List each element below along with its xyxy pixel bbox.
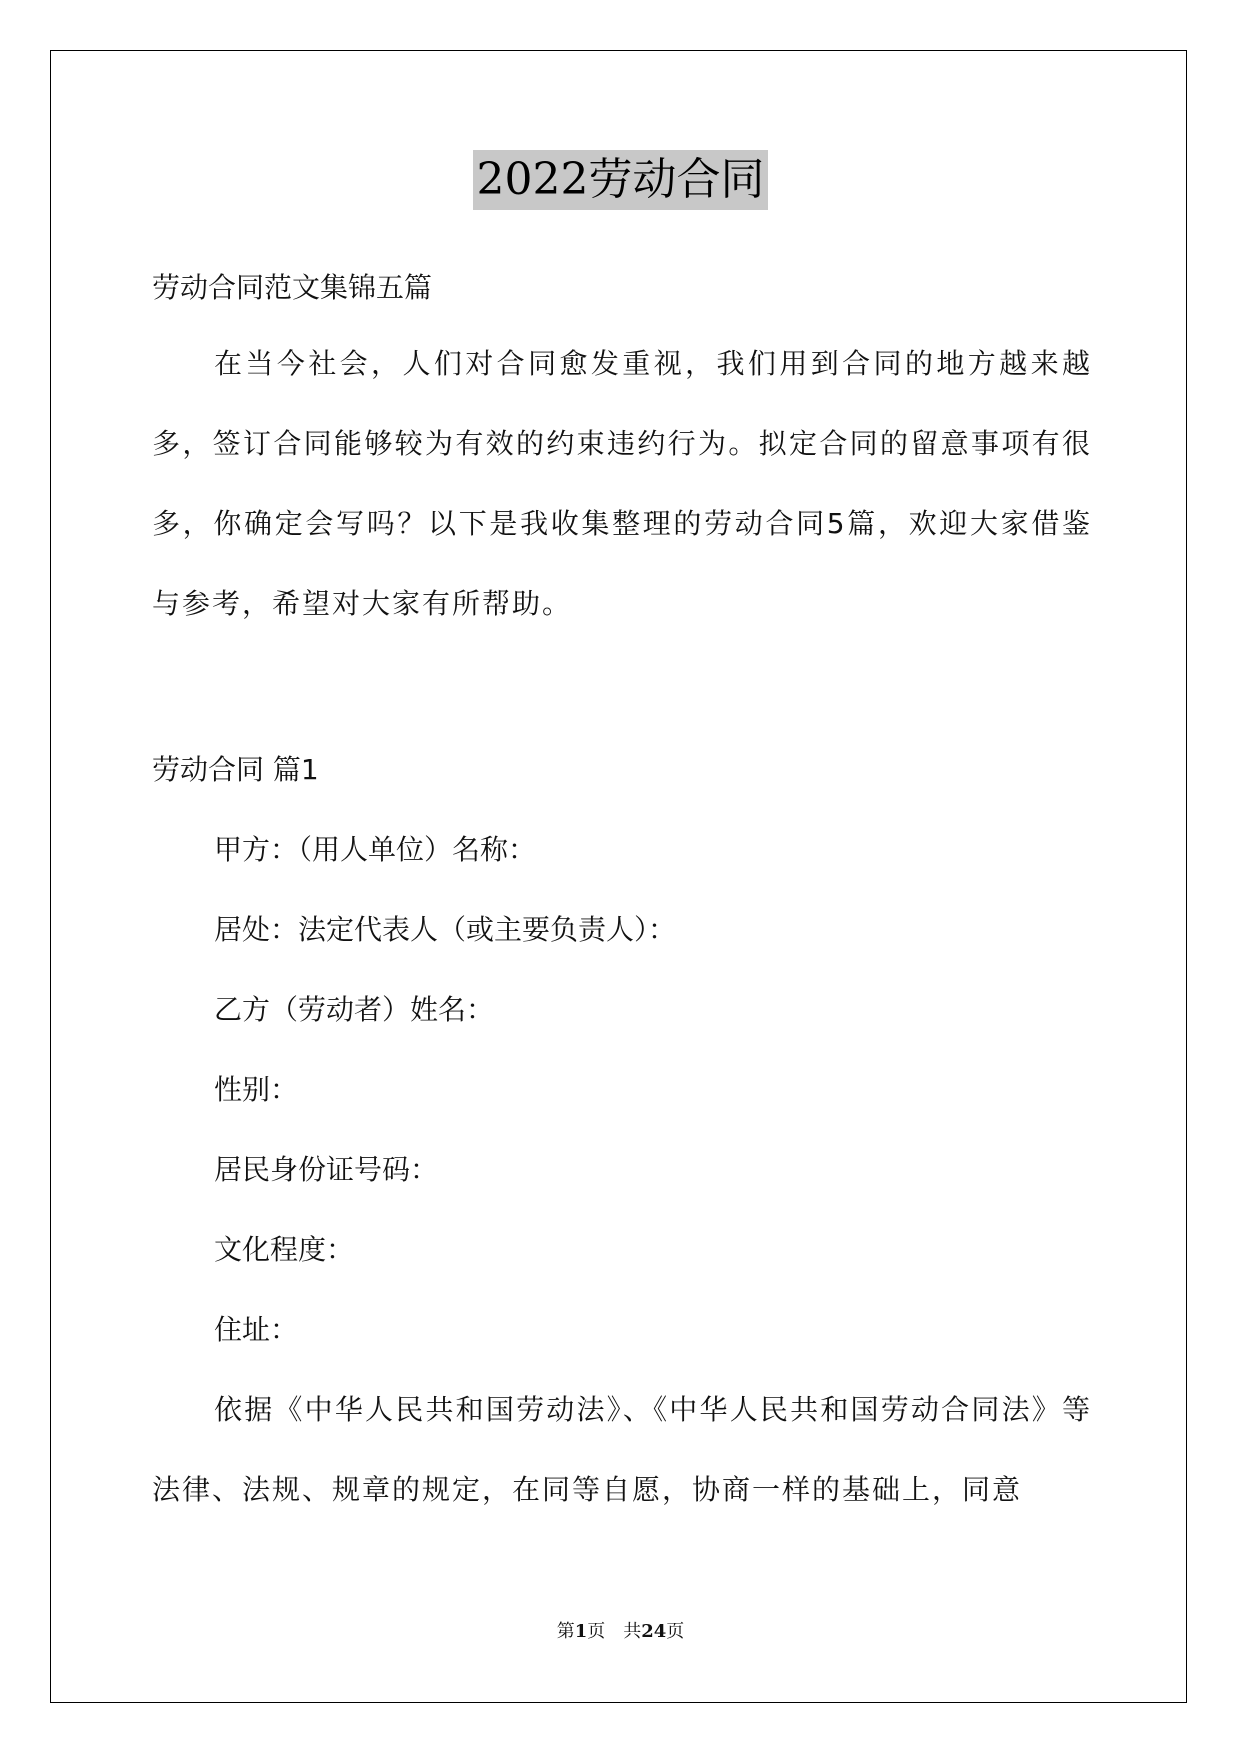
- field-address-representative: 居处：法定代表人（或主要负责人）：: [214, 913, 677, 946]
- title-container: [0, 150, 1241, 210]
- field-id-number: 居民身份证号码：: [214, 1153, 439, 1186]
- field-education: 文化程度：: [214, 1233, 355, 1266]
- document-title: 2022劳动合同: [473, 150, 769, 210]
- field-residence: 住址：: [214, 1313, 299, 1346]
- legal-basis-paragraph: 依据《中华人民共和国劳动法》、《中华人民共和国劳动合同法》等法律、法规、规章的规定，在同等自愿，协商一样的基础上，同意: [152, 1393, 1092, 1506]
- field-gender: 性别：: [214, 1073, 299, 1106]
- section-heading: 劳动合同 篇1: [152, 753, 319, 786]
- field-party-b-name: 乙方（劳动者）姓名：: [214, 993, 495, 1026]
- subtitle: 劳动合同范文集锦五篇: [152, 271, 433, 304]
- footer-suffix: 页: [666, 1621, 685, 1642]
- intro-paragraph: 在当今社会，人们对合同愈发重视，我们用到合同的地方越来越多，签订合同能够较为有效的约束违约行为。拟定合同的留意事项有很多，你确定会写吗？以下是我收集整理的劳动合同5篇，欢迎大家借鉴与参考，希望对大家有所帮助。: [152, 347, 1092, 620]
- footer-total-pages: 24: [641, 1621, 667, 1642]
- footer-mid: 页 共: [587, 1621, 642, 1642]
- page-footer: [0, 1617, 1241, 1643]
- field-party-a: 甲方：（用人单位）名称：: [214, 833, 537, 866]
- footer-page-number: 1: [574, 1621, 588, 1642]
- footer-prefix: 第: [556, 1621, 575, 1642]
